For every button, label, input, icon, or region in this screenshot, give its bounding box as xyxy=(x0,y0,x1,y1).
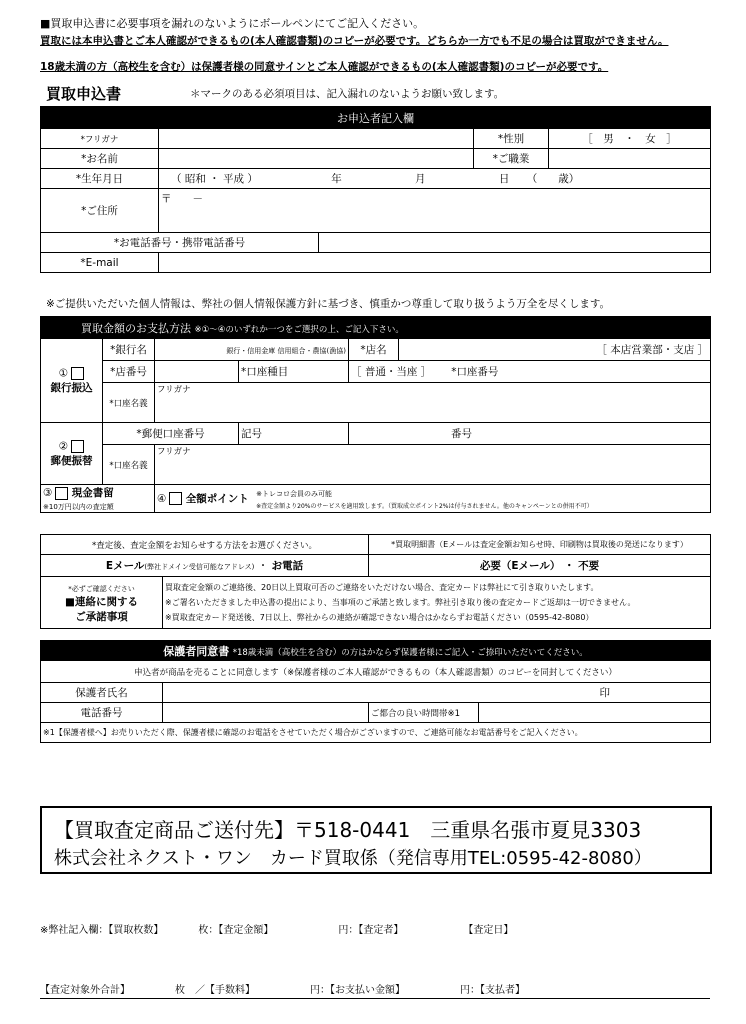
shipping-line2: 株式会社ネクスト・ワン カード買取係（発信専用TEL:0595-42-8080） xyxy=(54,848,652,869)
bank-holder-label: *口座名義 xyxy=(103,383,155,423)
email-label: *E-mail xyxy=(41,253,159,273)
postal-num: ② xyxy=(58,440,69,452)
job-label: *ご職業 xyxy=(474,149,549,169)
points-note1: ※トレコロ会員のみ可能 xyxy=(256,489,332,498)
furigana-label: *フリガナ xyxy=(41,129,159,149)
notice-minors: 18歳未満の方（高校生を含む）は保護者様の同意サインとご本人確認ができるもの(本人確認書類)のコピーが必要です。 xyxy=(40,61,609,73)
branch-field[interactable] xyxy=(399,339,711,361)
guardian-seal: 印 xyxy=(599,687,611,699)
payment-header: 買取金額のお支払方法 xyxy=(81,321,191,335)
address-field[interactable] xyxy=(159,189,711,233)
name-field[interactable] xyxy=(159,149,474,169)
payment-header-note: ※①〜④のいずれか一つをご選択の上、ご記入下さい。 xyxy=(194,324,404,335)
points-note2: ※査定金額より20%のサービスを適用致します。（買取成立ポイント2%は付与されません。他のキャンペーンとの併用不可） xyxy=(256,502,593,510)
guardian-header: 保護者同意書 xyxy=(163,644,230,658)
required-note: ＊マークのある必須項目は、記入漏れのないようお願い致します。 xyxy=(190,88,505,100)
statement-not-needed-option[interactable]: 不要 xyxy=(578,560,600,572)
postal-label: 郵便振替 xyxy=(50,454,93,467)
applicant-table xyxy=(40,106,711,273)
guardian-header-note: *18歳未満（高校生を含む）の方はかならず保護者様にご記入・ご捺印いただいてください。 xyxy=(232,647,588,658)
postal-holder-field[interactable] xyxy=(155,445,711,485)
cash-note: ※10万円以内の査定額 xyxy=(43,503,114,511)
cash-checkbox[interactable] xyxy=(55,487,68,500)
guardian-time-label: ご都合の良い時間帯※1 xyxy=(369,703,479,723)
notify-method-options[interactable] xyxy=(41,555,369,577)
branch-label: *店名 xyxy=(349,339,399,361)
notify-email-note: (弊社ドメイン受信可能なアドレス) xyxy=(144,563,255,571)
guardian-name-field[interactable] xyxy=(163,683,711,703)
furigana-field[interactable] xyxy=(159,129,474,149)
notify-method-label: *査定後、査定金額をお知らせする方法をお選びください。 xyxy=(41,535,369,555)
notify-email-option[interactable]: Eメール xyxy=(105,560,145,572)
birth-age: （ 歳） xyxy=(526,173,580,185)
postal-symbol-label: 記号 xyxy=(241,428,262,440)
birth-day: 日 xyxy=(498,173,510,185)
statement-label: *買取明細書（Eメールは査定金額お知らせ時、印刷物は買取後の発送になります） xyxy=(369,535,711,555)
guardian-phone-field[interactable] xyxy=(163,703,369,723)
bank-checkbox[interactable] xyxy=(71,367,84,380)
cash-option[interactable] xyxy=(41,485,155,513)
privacy-note: ※ご提供いただいた個人情報は、弊社の個人情報保護方針に基づき、慎重かつ尊重して取り扱うよう万全を尽くします。 xyxy=(46,298,611,310)
notice-ballpen: ■買取申込書に必要事項を漏れのないようにボールペンにてご記入ください。 xyxy=(40,17,425,30)
consent-text-cell xyxy=(163,577,711,629)
office-use-line2: 【査定対象外合計】 枚 ／【手数料】 円：【お支払い金額】 円：【支払者】 xyxy=(40,981,710,999)
cash-num: ③ xyxy=(43,487,53,499)
postal-number-label: 番号 xyxy=(451,428,472,440)
job-field[interactable] xyxy=(549,149,711,169)
notify-phone-option[interactable]: お電話 xyxy=(271,560,304,572)
notice-id-required: 買取には本申込書とご本人確認ができるもの(本人確認書類)のコピーが必要です。どちらか一方でも不足の場合は買取ができません。 xyxy=(40,35,669,47)
gender-select[interactable]: ［ 男 ・ 女 ］ xyxy=(549,129,711,149)
birth-field[interactable] xyxy=(159,169,711,189)
consent-text3: ※買取査定カード発送後、7日以上、弊社からの連絡が確認できない場合はかならずお電話ください（0595-42-8080） xyxy=(165,613,594,622)
consent-text1: 買取査定金額のご連絡後、20日以上買取可否のご連絡をいただけない場合、査定カードは弊社にて引き取りいたします。 xyxy=(165,583,599,592)
guardian-time-field[interactable] xyxy=(479,703,711,723)
bank-holder-furigana: フリガナ xyxy=(157,385,191,395)
branch-types: ［ 本店営業部・支店 ］ xyxy=(596,344,709,356)
postal-holder-furigana: フリガナ xyxy=(157,447,191,457)
birth-year: 年 xyxy=(331,173,342,185)
postal-option[interactable] xyxy=(41,423,103,485)
shipping-line1: 【買取査定商品ご送付先】〒518-0441 三重県名張市夏見3303 xyxy=(54,818,642,842)
bank-name-field[interactable] xyxy=(155,339,349,361)
office-use-line1: ※弊社記入欄：【買取枚数】 枚：【査定金額】 円：【査定者】 【査定日】 xyxy=(40,925,514,936)
acct-type-value-cell[interactable] xyxy=(349,361,711,383)
statement-needed-option[interactable]: 必要（Eメール） xyxy=(479,560,561,572)
applicant-header: お申込者記入欄 xyxy=(41,107,711,129)
bank-holder-field[interactable] xyxy=(155,383,711,423)
postal-number-field[interactable] xyxy=(349,423,711,445)
bank-label: 銀行振込 xyxy=(50,381,93,394)
points-checkbox[interactable] xyxy=(169,492,182,505)
statement-options[interactable]: 必要（Eメール） ・ 不要 xyxy=(369,555,711,577)
guardian-table xyxy=(40,640,711,743)
consent-label2: ご承諾事項 xyxy=(75,610,128,623)
branch-no-label: *店番号 xyxy=(103,361,155,383)
gender-label: *性別 xyxy=(474,129,549,149)
birth-month: 月 xyxy=(415,173,426,185)
bank-types: 銀行・信用金庫 信用組合・農協(漁協) xyxy=(226,346,346,355)
notify-table xyxy=(40,534,711,629)
acct-type-label: *口座種目 xyxy=(241,366,289,378)
guardian-phone-label: 電話番号 xyxy=(41,703,163,723)
bank-name-label: *銀行名 xyxy=(103,339,155,361)
postal-holder-label: *口座名義 xyxy=(103,445,155,485)
form-title: 買取申込書 xyxy=(46,85,122,103)
cash-label: 現金書留 xyxy=(71,487,114,499)
consent-label1: ■連絡に関する xyxy=(65,595,138,608)
bank-num: ① xyxy=(58,367,69,379)
branch-no-field[interactable] xyxy=(155,361,239,383)
email-field[interactable] xyxy=(159,253,711,273)
bank-option[interactable] xyxy=(41,339,103,423)
shipping-address-box xyxy=(40,806,712,874)
birth-label: *生年月日 xyxy=(41,169,159,189)
consent-text2: ※ご署名いただきました申込書の提出により、当事項のご承諾と致します。弊社引き取り後の査定カードご返却は一切できません。 xyxy=(165,598,636,607)
name-label: *お名前 xyxy=(41,149,159,169)
notify-separator: ・ xyxy=(257,560,269,572)
guardian-note: ※1【保護者様へ】お売りいただく際、保護者様に確認のお電話をさせていただく場合がございますので、ご連絡可能なお電話番号をご記入ください。 xyxy=(41,723,711,743)
guardian-name-label: 保護者氏名 xyxy=(41,683,163,703)
phone-field[interactable] xyxy=(319,233,711,253)
consent-label-cell xyxy=(41,577,163,629)
acct-type-field[interactable] xyxy=(239,361,349,383)
birth-era: （ 昭和 ・ 平成 ） xyxy=(171,173,258,185)
payment-table xyxy=(40,316,711,513)
guardian-agree: 申込者が商品を売ることに同意します（※保護者様のご本人確認ができるもの（本人確認書類）のコピーを同封してください） xyxy=(41,661,711,683)
consent-must: *必ずご確認ください xyxy=(68,584,135,593)
address-label: *ご住所 xyxy=(41,189,159,233)
points-option[interactable] xyxy=(155,485,711,513)
postal-checkbox[interactable] xyxy=(71,440,84,453)
phone-label: *お電話番号・携帯電話番号 xyxy=(41,233,319,253)
postal-symbol-field[interactable] xyxy=(239,423,349,445)
postal-mark: 〒 － xyxy=(161,193,203,205)
postal-acct-label: *郵便口座番号 xyxy=(103,423,239,445)
points-num: ④ xyxy=(157,492,167,505)
acct-type-value: ［ 普通・当座 ］ xyxy=(351,366,432,378)
points-label: 全額ポイント xyxy=(185,492,249,505)
acct-no-label: *口座番号 xyxy=(451,366,499,378)
